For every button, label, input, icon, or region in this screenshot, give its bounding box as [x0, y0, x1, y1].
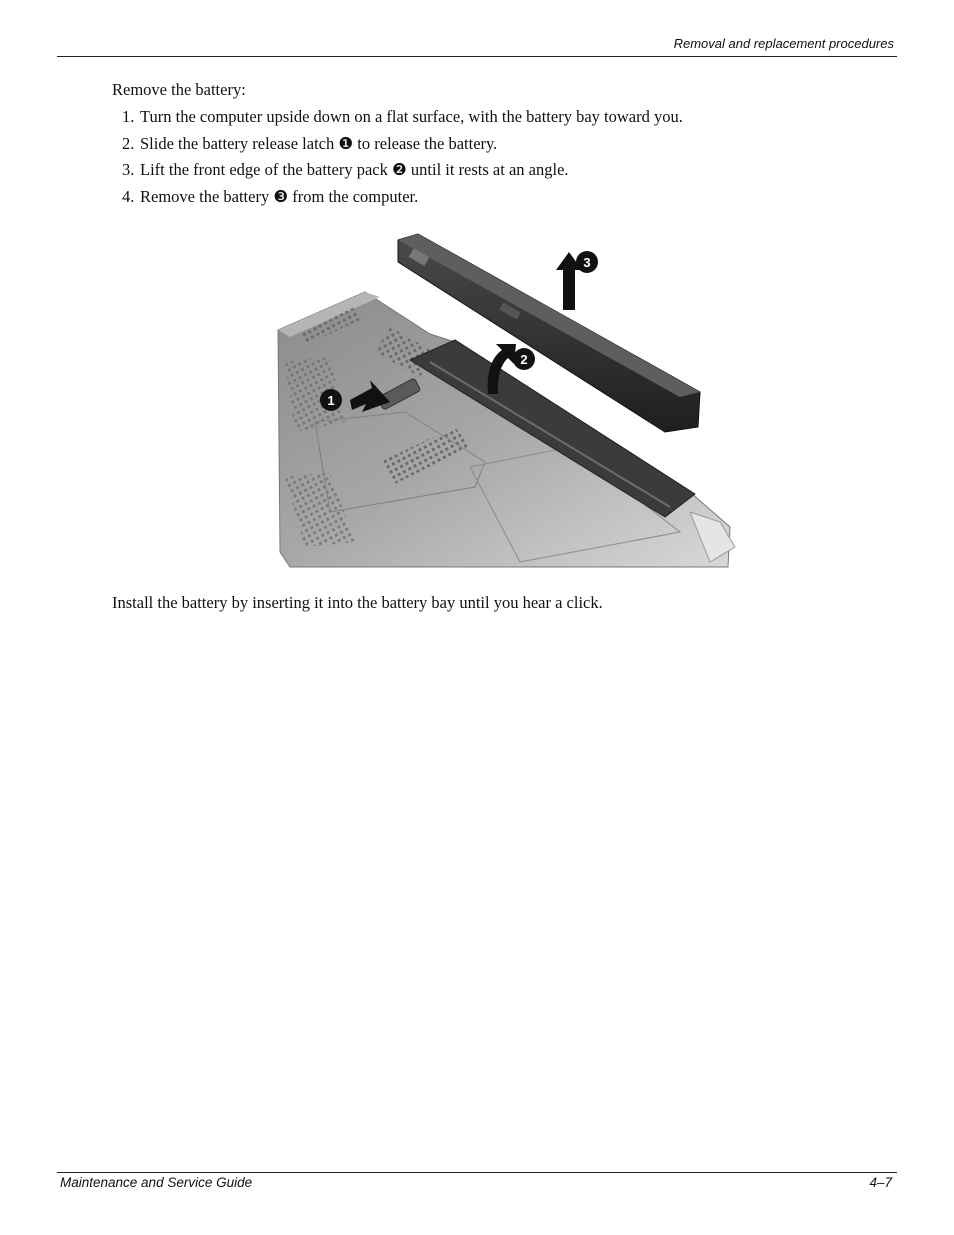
step-text: Lift the front edge of the battery pack ❷ until it rests at an angle. — [140, 160, 569, 179]
step-item — [122, 107, 683, 134]
intro-text: Remove the battery: — [112, 80, 246, 99]
step-number: 1. — [122, 107, 135, 126]
step-number: 2. — [122, 133, 135, 153]
page-header — [57, 34, 897, 57]
step-item — [122, 187, 683, 214]
step-number: 4. — [122, 186, 135, 206]
step-text: Remove the battery ❸ from the computer. — [140, 186, 419, 206]
step-number: 3. — [122, 160, 135, 179]
callout-1-label: 1 — [327, 393, 335, 408]
page-footer — [57, 1172, 897, 1193]
step-item — [122, 160, 683, 187]
install-text: Install the battery by inserting it into the battery bay until you hear a click. — [112, 593, 603, 612]
laptop-battery-illustration — [270, 222, 745, 580]
section-title: Removal and replacement procedures — [673, 36, 894, 51]
callout-3-label: 3 — [583, 255, 591, 270]
step-text: Slide the battery release latch ❶ to release the battery. — [140, 133, 498, 153]
battery-removal-figure — [270, 222, 745, 580]
page-number: 4–7 — [869, 1175, 892, 1190]
callout-2-label: 2 — [520, 352, 528, 367]
step-text: Turn the computer upside down on a flat surface, with the battery bay toward you. — [140, 107, 683, 126]
guide-title: Maintenance and Service Guide — [60, 1175, 253, 1190]
step-item — [122, 134, 683, 161]
steps-list — [122, 107, 683, 213]
